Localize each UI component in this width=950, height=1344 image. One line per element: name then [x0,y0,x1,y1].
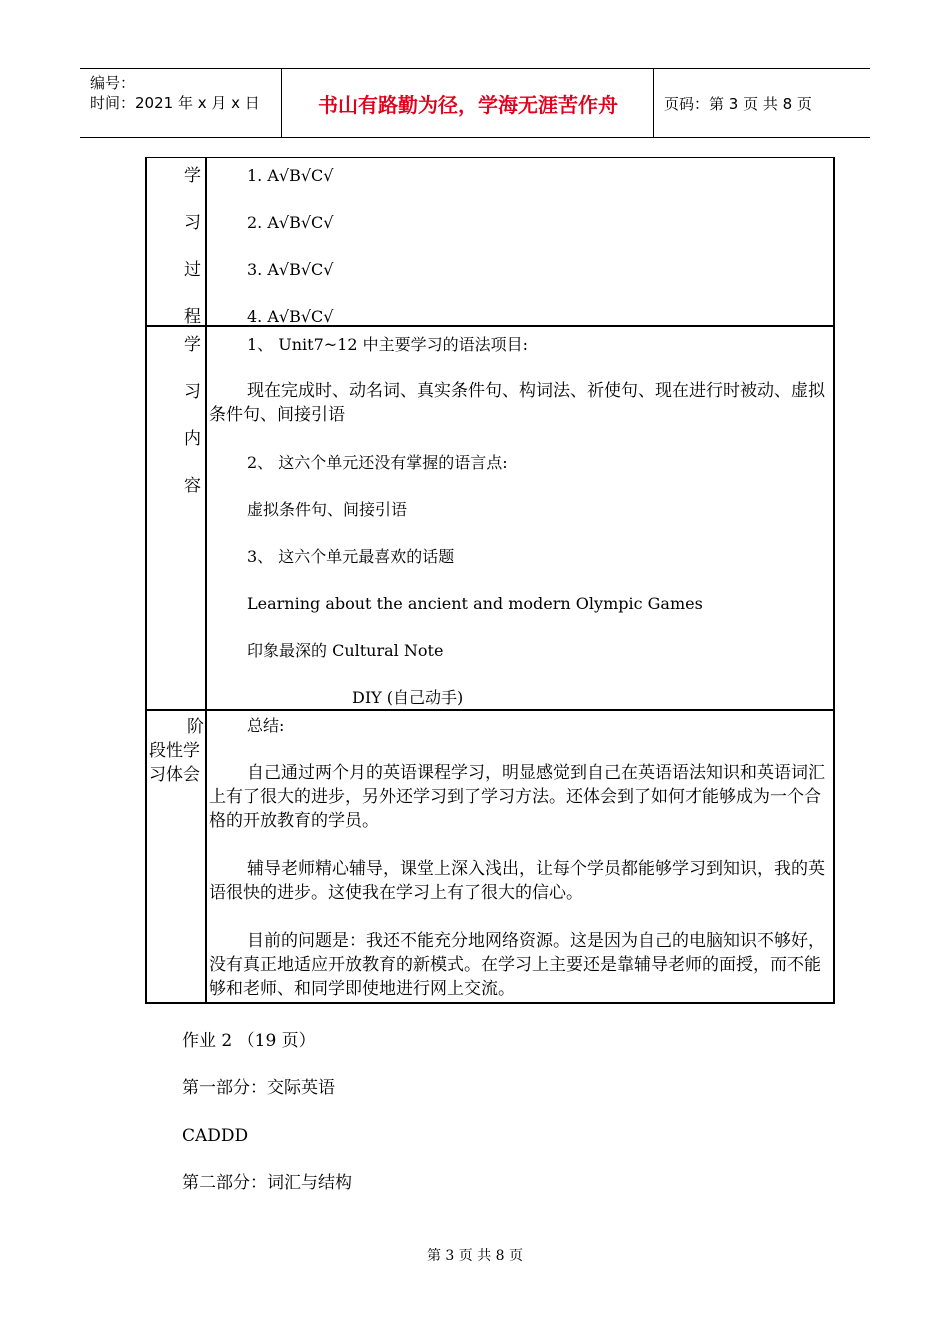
answer-line: 4. A√B√C√ [247,307,334,326]
label-char: 学 [184,166,201,186]
learning-content-label [147,327,207,709]
header-motto: 书山有路勤为径，学海无涯苦作舟 [283,69,654,137]
reflection-label-text: 阶段性学习体会 [149,717,204,785]
header-meta [80,69,282,137]
summary-title: 总结: [247,716,285,735]
answer-line: 3. A√B√C√ [247,260,334,279]
learning-process-row [145,157,835,327]
reflection-label [147,711,207,1002]
answer-line: 1. A√B√C√ [247,166,334,185]
reflection-para-2: 辅导老师精心辅导，课堂上深入浅出，让每个学员都能够学习到知识，我的英语很快的进步。这使我在学习上有了很大的信心。 [209,859,825,903]
page-header [80,68,870,138]
item1-title: 1、 Unit7~12 中主要学习的语法项目: [247,335,529,354]
label-char: 学 [184,335,201,355]
part2-heading: 第二部分：词汇与结构 [182,1173,352,1193]
reflection-para-1: 自己通过两个月的英语课程学习，明显感觉到自己在英语语法知识和英语词汇上有了很大的进步，另外还学习到了学习方法。还体会到了如何才能够成为一个合格的开放教育的学员。 [209,763,825,831]
reflection-row [145,711,835,1004]
item2-body: 虚拟条件句、间接引语 [247,500,408,519]
time-label: 时间：2021 年 x 月 x 日 [90,94,260,112]
page-footer: 第 3 页 共 8 页 [426,1248,524,1264]
item3-body: Learning about the ancient and modern Olympic Games [247,594,703,613]
label-char: 程 [184,307,201,327]
reflection-body [209,711,833,1002]
part1-heading: 第一部分：交际英语 [182,1078,335,1098]
learning-content-row [145,327,835,711]
homework-title: 作业 2 （19 页） [182,1031,316,1051]
learning-process-label [147,158,207,325]
label-char: 习 [184,382,201,402]
label-char: 内 [184,429,201,449]
item3-title: 3、 这六个单元最喜欢的话题 [247,547,455,566]
learning-content-body [209,327,833,709]
label-char: 习 [184,213,201,233]
code-label: 编号： [90,74,136,92]
answer-line: 2. A√B√C√ [247,213,334,232]
reflection-para-3: 目前的问题是：我还不能充分地网络资源。这是因为自己的电脑知识不够好，没有真正地适应开放教育的新模式。在学习上主要还是靠辅导老师的面授，而不能够和老师、和同学即使地进行网上交流。 [209,931,825,999]
label-char: 容 [184,476,201,496]
item2-title: 2、 这六个单元还没有掌握的语言点: [247,453,508,472]
impression-line: 印象最深的 Cultural Note [247,641,444,660]
label-char: 过 [184,260,201,280]
part1-answers: CADDD [182,1126,249,1146]
item1-body: 现在完成时、动名词、真实条件句、构词法、祈使句、现在进行时被动、虚拟条件句、间接引语 [209,381,825,425]
diy-line: DIY (自己动手) [352,688,464,707]
learning-process-content [209,158,833,325]
header-page-info: 页码：第 3 页 共 8 页 [664,94,812,113]
